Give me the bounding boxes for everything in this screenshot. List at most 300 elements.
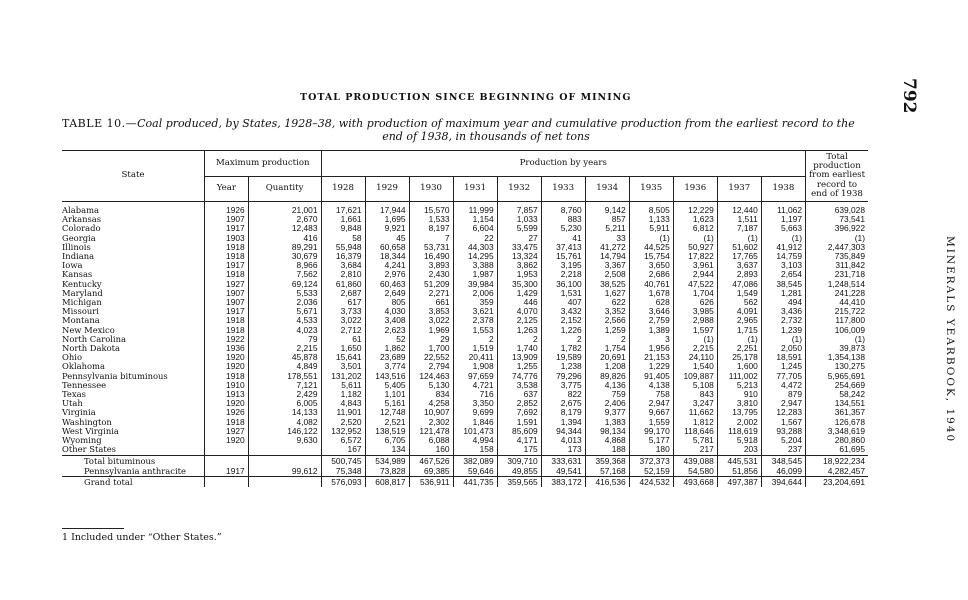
table-cell: 54,580	[673, 466, 717, 477]
table-cell: 77,705	[761, 372, 805, 381]
table-cell: 4,994	[453, 436, 497, 445]
table-cell: 4,472	[761, 381, 805, 390]
table-cell: 3,893	[409, 261, 453, 270]
table-cell: 16,490	[409, 252, 453, 261]
table-cell: 143,516	[365, 372, 409, 381]
table-cell: 637	[497, 390, 541, 399]
table-cell: 2,006	[453, 289, 497, 298]
table-cell: 109,887	[673, 372, 717, 381]
table-cell: 1907	[205, 215, 249, 224]
table-cell: 4,070	[497, 307, 541, 316]
table-cell: 58	[321, 234, 365, 243]
table-cell: 61,695	[806, 445, 869, 455]
header-state: State	[62, 151, 205, 202]
footnote: 1 Included under “Other States.”	[62, 532, 222, 543]
table-cell: 622	[585, 298, 629, 307]
table-cell: 98,134	[585, 427, 629, 436]
table-cell: 60,463	[365, 280, 409, 289]
table-cell: 89,291	[248, 243, 321, 252]
table-cell: 2,378	[453, 316, 497, 325]
table-cell: 158	[453, 445, 497, 455]
row-label: Wyoming	[62, 435, 102, 446]
table-cell: 254,669	[806, 381, 869, 390]
table-cell: 361,357	[806, 408, 869, 417]
table-cell: 3,646	[629, 307, 673, 316]
row-label: Montana	[62, 315, 100, 326]
table-cell: 17,944	[365, 202, 409, 216]
table-cell: 2,675	[541, 399, 585, 408]
table-cell: 834	[409, 390, 453, 399]
table-cell: 9,921	[365, 224, 409, 233]
table-cell: 134	[365, 445, 409, 455]
table-cell: 13,909	[497, 353, 541, 362]
table-cell: 1926	[205, 408, 249, 417]
table-cell: 446	[497, 298, 541, 307]
table-cell: 1,627	[585, 289, 629, 298]
table-cell: 359,565	[497, 476, 541, 487]
table-cell: 21,153	[629, 353, 673, 362]
table-row	[62, 445, 868, 455]
table-cell: 2	[497, 335, 541, 344]
table-cell: 51,856	[717, 466, 761, 477]
table-cell: 3,195	[541, 261, 585, 270]
table-cell: (1)	[629, 234, 673, 243]
table-cell: 394,644	[761, 476, 805, 487]
table-cell: 617	[321, 298, 365, 307]
table-cell: 534,989	[365, 455, 409, 466]
table-cell: 1,846	[453, 418, 497, 427]
table-cell: 735,849	[806, 252, 869, 261]
table-cell: 4,843	[321, 399, 365, 408]
row-label: Kansas	[62, 269, 93, 280]
table-cell: 1,133	[629, 215, 673, 224]
table-cell: 11,901	[321, 408, 365, 417]
table-cell: 5,130	[409, 381, 453, 390]
table-cell: 4,138	[629, 381, 673, 390]
table-cell: 2,686	[629, 270, 673, 279]
table-cell: 3,774	[365, 362, 409, 371]
table-cell: 2,893	[717, 270, 761, 279]
table-cell: 203	[717, 445, 761, 455]
table-cell	[248, 445, 321, 455]
table-cell: 89,826	[585, 372, 629, 381]
table-cell: 215,722	[806, 307, 869, 316]
table-cell: 9,699	[453, 408, 497, 417]
table-cell: 97,659	[453, 372, 497, 381]
table-cell: 23,689	[365, 353, 409, 362]
table-cell: 17,822	[673, 252, 717, 261]
table-cell: 14,759	[761, 252, 805, 261]
table-cell: 33,475	[497, 243, 541, 252]
table-cell: 23,204,691	[806, 476, 869, 487]
caption-line-1: Coal produced, by States, 1928–38, with production of maximum year and cumulative production from the earliest record to the	[137, 117, 855, 130]
table-cell: 2,623	[365, 326, 409, 335]
running-head: TOTAL PRODUCTION SINCE BEGINNING OF MINING	[300, 92, 632, 103]
table-cell: 1,208	[585, 362, 629, 371]
table-cell: 1907	[205, 298, 249, 307]
table-cell: 118,619	[717, 427, 761, 436]
table-cell: 359	[453, 298, 497, 307]
table-cell: 25,178	[717, 353, 761, 362]
table-cell: 4,868	[585, 436, 629, 445]
table-cell: 1,956	[629, 344, 673, 353]
table-cell: 12,483	[248, 224, 321, 233]
table-cell: 3,961	[673, 261, 717, 270]
table-cell: 2,508	[585, 270, 629, 279]
table-cell: 20,691	[585, 353, 629, 362]
row-label: Ohio	[62, 352, 82, 363]
table-cell: 138,519	[365, 427, 409, 436]
table-cell: 3,352	[585, 307, 629, 316]
table-cell: 27	[497, 234, 541, 243]
table-cell: 3,621	[453, 307, 497, 316]
table-cell: 58,242	[806, 390, 869, 399]
table-cell: 1917	[205, 261, 249, 270]
header-year-1930: 1930	[409, 176, 453, 202]
table-cell: 49,541	[541, 466, 585, 477]
table-cell: 500,745	[321, 455, 365, 466]
table-cell: 237	[761, 445, 805, 455]
header-year-1928: 1928	[321, 176, 365, 202]
table-caption	[62, 118, 910, 143]
table-cell: 29	[409, 335, 453, 344]
table-cell: 3,247	[673, 399, 717, 408]
table-cell: 424,532	[629, 476, 673, 487]
header-year: Year	[205, 176, 249, 202]
table-cell: 13,795	[717, 408, 761, 417]
table-cell: 1927	[205, 280, 249, 289]
row-label: Iowa	[62, 260, 83, 271]
table-cell: 1,238	[541, 362, 585, 371]
table-cell: 1917	[205, 307, 249, 316]
table-cell: 2,430	[409, 270, 453, 279]
table-cell: (1)	[673, 335, 717, 344]
table-cell: 173	[541, 445, 585, 455]
table-cell: 2,406	[585, 399, 629, 408]
table-cell: 3,538	[497, 381, 541, 390]
table-cell: 10,907	[409, 408, 453, 417]
table-cell: 38,525	[585, 280, 629, 289]
table-cell: 879	[761, 390, 805, 399]
table-cell: 3,775	[541, 381, 585, 390]
table-cell: 37,413	[541, 243, 585, 252]
table-cell: 22	[453, 234, 497, 243]
header-year-1932: 1932	[497, 176, 541, 202]
table-cell: 4,533	[248, 316, 321, 325]
table-cell: 52	[365, 335, 409, 344]
table-cell: (1)	[761, 234, 805, 243]
table-cell: 1,239	[761, 326, 805, 335]
table-cell: 12,440	[717, 202, 761, 216]
table-cell: 5,177	[629, 436, 673, 445]
table-cell: 1,678	[629, 289, 673, 298]
table-cell: 396,922	[806, 224, 869, 233]
table-cell: 6,005	[248, 399, 321, 408]
table-cell: 1918	[205, 418, 249, 427]
table-cell: 5,213	[717, 381, 761, 390]
table-cell: 1,600	[717, 362, 761, 371]
table-cell: 1,511	[717, 215, 761, 224]
table-cell: 7,121	[248, 381, 321, 390]
header-year-1933: 1933	[541, 176, 585, 202]
table-cell: 445,531	[717, 455, 761, 466]
table-cell: 5,671	[248, 307, 321, 316]
row-label: New Mexico	[62, 324, 115, 335]
row-label: Virginia	[62, 407, 96, 418]
table-cell: 49,855	[497, 466, 541, 477]
table-cell: 1,862	[365, 344, 409, 353]
table-cell: 2,302	[409, 418, 453, 427]
table-cell: 1,969	[409, 326, 453, 335]
table-cell: 1,540	[673, 362, 717, 371]
coal-production-table	[62, 150, 868, 487]
table-cell: 6,088	[409, 436, 453, 445]
header-production-by-years: Production by years	[321, 151, 806, 177]
table-cell: 16,379	[321, 252, 365, 261]
table-cell: 1,226	[541, 326, 585, 335]
table-cell: 2,520	[321, 418, 365, 427]
table-cell: 3,388	[453, 261, 497, 270]
table-cell: 416,536	[585, 476, 629, 487]
table-cell: 1927	[205, 427, 249, 436]
table-cell: 7,692	[497, 408, 541, 417]
row-label: Georgia	[62, 232, 96, 243]
table-cell: 3,408	[365, 316, 409, 325]
table-cell: 441,735	[453, 476, 497, 487]
table-cell: 1,255	[497, 362, 541, 371]
table-cell: 8,760	[541, 202, 585, 216]
table-cell: 57,168	[585, 466, 629, 477]
table-cell: 188	[585, 445, 629, 455]
table-cell: 4,030	[365, 307, 409, 316]
table-cell: 467,526	[409, 455, 453, 466]
table-cell: 60,658	[365, 243, 409, 252]
header-year-1937: 1937	[717, 176, 761, 202]
table-cell: 130,275	[806, 362, 869, 371]
table-cell: 41,912	[761, 243, 805, 252]
table-cell: 59,646	[453, 466, 497, 477]
table-cell: 73,541	[806, 215, 869, 224]
table-cell: 19,589	[541, 353, 585, 362]
table-cell: 3,022	[321, 316, 365, 325]
row-label: North Dakota	[62, 343, 120, 354]
table-cell: 124,463	[409, 372, 453, 381]
table-cell: 11,662	[673, 408, 717, 417]
table-cell: 2,654	[761, 270, 805, 279]
table-cell: 1,650	[321, 344, 365, 353]
table-cell: 94,344	[541, 427, 585, 436]
table-cell: 1,229	[629, 362, 673, 371]
table-cell: 3,684	[321, 261, 365, 270]
table-cell: 2,215	[673, 344, 717, 353]
row-label: Oklahoma	[62, 361, 105, 372]
table-cell: 493,668	[673, 476, 717, 487]
table-cell: 3,985	[673, 307, 717, 316]
table-cell: 3,650	[629, 261, 673, 270]
table-cell: 8,197	[409, 224, 453, 233]
table-cell: 3	[629, 335, 673, 344]
table-cell: 41	[541, 234, 585, 243]
table-cell: 47,522	[673, 280, 717, 289]
table-cell: 2,965	[717, 316, 761, 325]
table-cell: 4,082	[248, 418, 321, 427]
table-cell: 2,947	[629, 399, 673, 408]
table-cell: 2,976	[365, 270, 409, 279]
table-cell: 99,612	[248, 466, 321, 477]
table-cell: 33	[585, 234, 629, 243]
table-cell	[248, 476, 321, 487]
table-cell: 382,089	[453, 455, 497, 466]
table-cell: 132,952	[321, 427, 365, 436]
table-cell: 15,761	[541, 252, 585, 261]
table-cell: 1,197	[761, 215, 805, 224]
table-cell: 44,303	[453, 243, 497, 252]
table-cell	[248, 455, 321, 466]
caption-lead: TABLE 10.—	[62, 117, 138, 130]
row-label: Missouri	[62, 306, 99, 317]
table-cell: 18,591	[761, 353, 805, 362]
table-cell: 15,754	[629, 252, 673, 261]
table-cell: 1,429	[497, 289, 541, 298]
page-number: 792	[898, 78, 919, 114]
row-label: Texas	[62, 389, 86, 400]
header-year-1931: 1931	[453, 176, 497, 202]
table-cell: 73,828	[365, 466, 409, 477]
table-cell: 2,732	[761, 316, 805, 325]
table-cell: 494	[761, 298, 805, 307]
table-cell: 4,013	[541, 436, 585, 445]
table-cell: 85,609	[497, 427, 541, 436]
table-cell: 5,533	[248, 289, 321, 298]
table-cell: 1920	[205, 436, 249, 445]
header-max-production: Maximum production	[205, 151, 322, 177]
table-cell: 99,170	[629, 427, 673, 436]
table-cell: 2,852	[497, 399, 541, 408]
table-cell: 4,136	[585, 381, 629, 390]
table-cell: 2,036	[248, 298, 321, 307]
table-cell: 626	[673, 298, 717, 307]
table-cell: 5,965,691	[806, 372, 869, 381]
row-label: Colorado	[62, 223, 101, 234]
table-cell: 74,776	[497, 372, 541, 381]
table-cell: 30,679	[248, 252, 321, 261]
table-cell: 1,695	[365, 215, 409, 224]
table-cell: 822	[541, 390, 585, 399]
table-cell: 5,611	[321, 381, 365, 390]
table-cell: 1,245	[761, 362, 805, 371]
row-label: Washington	[62, 416, 112, 427]
table-cell: 1,394	[541, 418, 585, 427]
table-cell: 1,567	[761, 418, 805, 427]
table-cell: 1,383	[585, 418, 629, 427]
table-cell: 41,272	[585, 243, 629, 252]
table-cell: 51,602	[717, 243, 761, 252]
table-cell: 3,348,619	[806, 427, 869, 436]
table-cell: 45	[365, 234, 409, 243]
table-cell: 1926	[205, 202, 249, 216]
table-cell: (1)	[761, 335, 805, 344]
table-cell: 1,154	[453, 215, 497, 224]
footnote-rule	[62, 528, 124, 529]
table-cell: 1,182	[321, 390, 365, 399]
table-cell: 1,623	[673, 215, 717, 224]
table-cell: 160	[409, 445, 453, 455]
table-cell: 2,429	[248, 390, 321, 399]
table-cell: 1,987	[453, 270, 497, 279]
table-cell: 69,124	[248, 280, 321, 289]
table-cell: 910	[717, 390, 761, 399]
table-cell: 1913	[205, 390, 249, 399]
table-cell: 2,521	[365, 418, 409, 427]
table-cell: 2,050	[761, 344, 805, 353]
table-cell: 178,551	[248, 372, 321, 381]
table-cell: 24,110	[673, 353, 717, 362]
table-cell: 5,911	[629, 224, 673, 233]
table-cell: 497,387	[717, 476, 761, 487]
table-cell: 1,559	[629, 418, 673, 427]
table-cell: 15,570	[409, 202, 453, 216]
table-cell: 111,002	[717, 372, 761, 381]
table-cell: 1,259	[585, 326, 629, 335]
table-cell: 131,202	[321, 372, 365, 381]
table-cell: 3,022	[409, 316, 453, 325]
table-cell: 1918	[205, 243, 249, 252]
table-cell: (1)	[806, 335, 869, 344]
table-cell: 5,599	[497, 224, 541, 233]
table-cell: 93,288	[761, 427, 805, 436]
table-cell: 2,152	[541, 316, 585, 325]
table-cell: 11,999	[453, 202, 497, 216]
table-cell: 1,519	[453, 344, 497, 353]
row-label: Maryland	[62, 287, 103, 298]
table-cell: 372,373	[629, 455, 673, 466]
table-cell: 12,283	[761, 408, 805, 417]
header-year-1936: 1936	[673, 176, 717, 202]
table-cell: 883	[541, 215, 585, 224]
table-cell: 6,572	[321, 436, 365, 445]
table-cell: 5,211	[585, 224, 629, 233]
header-year-1938: 1938	[761, 176, 805, 202]
table-cell: 3,637	[717, 261, 761, 270]
table-cell: 2,759	[629, 316, 673, 325]
table-cell: 3,350	[453, 399, 497, 408]
table-cell: 146,122	[248, 427, 321, 436]
table-cell: 2,566	[585, 316, 629, 325]
table-cell: 61	[321, 335, 365, 344]
table-cell: 1917	[205, 466, 249, 477]
table-cell: 7	[409, 234, 453, 243]
table-cell: 562	[717, 298, 761, 307]
table-cell: 1,754	[585, 344, 629, 353]
table-cell: 628	[629, 298, 673, 307]
caption-line-2: end of 1938, in thousands of net tons	[382, 129, 590, 143]
table-cell: 79,296	[541, 372, 585, 381]
table-cell: 2,649	[365, 289, 409, 298]
table-cell: 175	[497, 445, 541, 455]
table-cell: 1920	[205, 362, 249, 371]
table-cell: 9,667	[629, 408, 673, 417]
table-cell: 1920	[205, 399, 249, 408]
table-cell: 1,782	[541, 344, 585, 353]
table-cell: 3,103	[761, 261, 805, 270]
table-cell: 21,001	[248, 202, 321, 216]
table-cell: 536,911	[409, 476, 453, 487]
table-row	[62, 202, 868, 216]
table-cell: 843	[673, 390, 717, 399]
table-cell: 1,704	[673, 289, 717, 298]
table-cell: 22,552	[409, 353, 453, 362]
table-cell: 15,641	[321, 353, 365, 362]
